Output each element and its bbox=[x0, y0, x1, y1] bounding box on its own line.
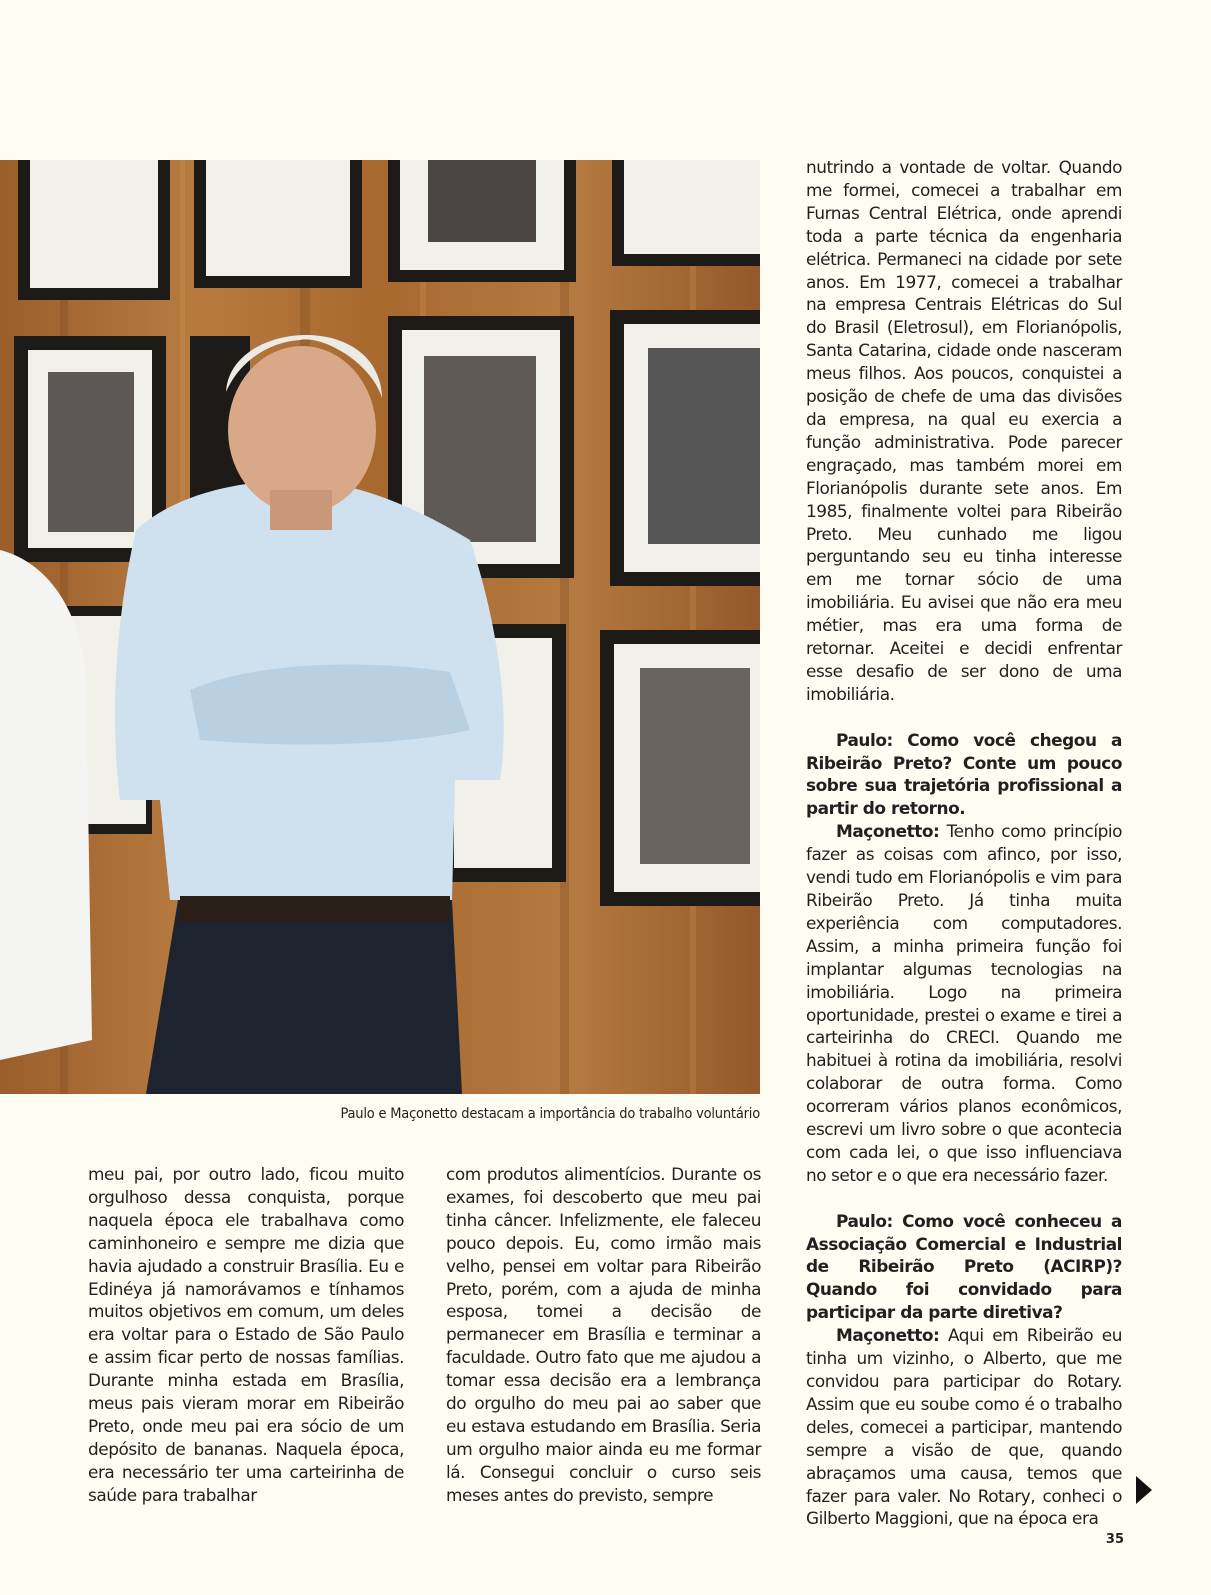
article-photo bbox=[0, 160, 760, 1094]
speaker-label: Maçonetto: bbox=[836, 1325, 940, 1346]
answer-text: Aqui em Ribeirão eu tinha um vizinho, o Alberto, que me convidou para participar do Rotary. Assim que eu soube como é o trabalho deles, comecei a participar, mantendo sempre a visão de que, quando abraçamos uma causa, temos que fazer para valer. No Rotary, conheci o Gilberto Maggioni, que na época era bbox=[806, 1325, 1122, 1529]
page-number: 35 bbox=[1105, 1532, 1124, 1547]
article-column-1 bbox=[88, 1163, 404, 1507]
interview-question-2: Paulo: Como você conheceu a Associação Comercial e Industrial de Ribeirão Preto (ACIRP)? Quando foi convidado para participar da parte diretiva? bbox=[806, 1210, 1122, 1323]
interview-answer-2 bbox=[806, 1324, 1122, 1530]
photo-caption: Paulo e Maçonetto destacam a importância do trabalho voluntário bbox=[340, 1106, 760, 1122]
photo-portrait-icon bbox=[0, 160, 760, 1094]
paragraph: nutrindo a vontade de voltar. Quando me formei, comecei a trabalhar em Furnas Central Elétrica, onde aprendi toda a parte técnica da engenharia elétrica. Permaneci na cidade por sete anos. Em 1977, comecei a trabalhar na empresa Centrais Elétricas do Sul do Brasil (Eletrosul), em Florianópolis, Santa Catarina, cidade onde nasceram meus filhos. Aos poucos, conquistei a posição de chefe de uma das divisões da empresa, na qual eu exercia a função administrativa. Pode parecer engraçado, mas também morei em Florianópolis durante sete anos. Em 1985, finalmente voltei para Ribeirão Preto. Meu cunhado me ligou perguntando seu eu tinha interesse em me tornar sócio de uma imobiliária. Eu avisei que não era meu métier, mas era uma forma de retornar. Aceitei e decidi enfrentar esse desafio de ser dono de uma imobiliária. bbox=[806, 157, 1122, 704]
interview-answer-1 bbox=[806, 820, 1122, 1187]
answer-text: Tenho como princípio fazer as coisas com afinco, por isso, vendi tudo em Florianópolis e vim para Ribeirão Preto. Já tinha muita experiência com computadores. Assim, a minha primeira função foi implantar algumas tecnologias na imobiliária. Logo na primeira oportunidade, prestei o exame e tirei a carteirinha do CRECI. Quando me habituei à rotina da imobiliária, resolvi colaborar de outra forma. Como ocorreram vários planos econômicos, escrevi um livro sobre o que acontecia com cada lei, o que isso influenciava no setor e o que era necessário fazer. bbox=[806, 821, 1122, 1185]
speaker-label: Maçonetto: bbox=[836, 821, 940, 842]
article-column-3 bbox=[806, 156, 1122, 1530]
article-column-2 bbox=[446, 1163, 761, 1507]
continue-arrow-icon bbox=[1136, 1476, 1152, 1504]
interview-question-1: Paulo: Como você chegou a Ribeirão Preto? Conte um pouco sobre sua trajetória profissional a partir do retorno. bbox=[806, 729, 1122, 819]
paragraph: meu pai, por outro lado, ficou muito orgulhoso dessa conquista, porque naquela época ele trabalhava como caminhoneiro e sempre me dizia que havia ajudado a construir Brasília. Eu e Edinéya já namorávamos e tínhamos muitos objetivos em comum, um deles era voltar para o Estado de São Paulo e assim ficar perto de nossas famílias. Durante minha estada em Brasília, meus pais vieram morar em Ribeirão Preto, onde meu pai era sócio de um depósito de bananas. Naquela época, era necessário ter uma carteirinha de saúde para trabalhar bbox=[88, 1164, 404, 1505]
paragraph: com produtos alimentícios. Durante os exames, foi descoberto que meu pai tinha câncer. Infelizmente, ele faleceu pouco depois. Eu, como irmão mais velho, pensei em voltar para Ribeirão Preto, porém, com a ajuda de minha esposa, tomei a decisão de permanecer em Brasília e terminar a faculdade. Outro fato que me ajudou a tomar essa decisão era a lembrança do orgulho do meu pai ao saber que eu estava estudando em Brasília. Seria um orgulho maior ainda eu me formar lá. Consegui concluir o curso seis meses antes do previsto, sempre bbox=[446, 1164, 761, 1505]
